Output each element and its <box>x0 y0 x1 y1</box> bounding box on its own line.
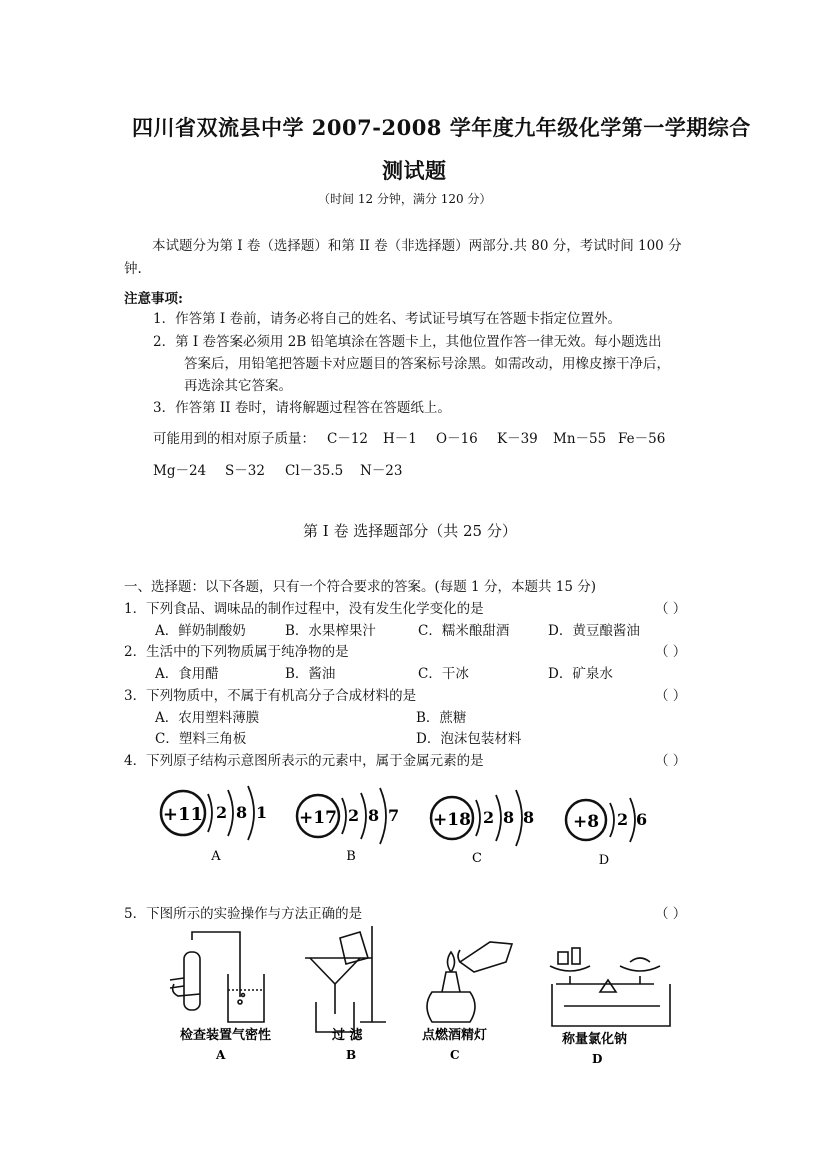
atom-diagram-b <box>297 788 399 864</box>
atom-a-shell-3: 1 <box>256 803 268 822</box>
atom-diagram-c <box>431 790 534 866</box>
atom-c-nucleus: +18 <box>433 810 471 830</box>
experiment-a-caption: 检查装置气密性 <box>180 1028 272 1043</box>
electron-shell-arc <box>342 798 346 834</box>
question-4-stem: 4．下列原子结构示意图所表示的元素中，属于金属元素的是 <box>124 753 484 769</box>
question-1-option-c: C．糯米酿甜酒 <box>418 623 510 639</box>
atomic-mass-fe: Fe－56 <box>618 431 666 447</box>
atomic-mass-label: 可能用到的相对原子质量： <box>153 431 315 447</box>
question-2-option-a: A．食用醋 <box>155 666 219 682</box>
atomic-mass-cl: Cl－35.5 <box>285 463 344 479</box>
experiment-b-caption: 过 滤 <box>332 1028 363 1043</box>
atomic-mass-mg: Mg－24 <box>153 463 207 479</box>
atomic-mass-mn: Mn－55 <box>553 431 607 447</box>
experiment-a-letter: A <box>216 1048 226 1062</box>
note-2c: 再选涂其它答案。 <box>184 378 292 394</box>
experiment-b-filtration-illustration <box>305 926 386 1032</box>
stand <box>360 926 386 1022</box>
question-2-option-d: D．矿泉水 <box>548 666 613 682</box>
hand <box>173 984 200 996</box>
finger <box>170 978 184 980</box>
note-2a: 2．第 I 卷答案必须用 2B 铅笔填涂在答题卡上，其他位置作答一律无效。每小题选出 <box>153 334 662 350</box>
beaker <box>228 974 264 1022</box>
pointer <box>600 980 616 992</box>
tilted-lamp <box>460 942 512 972</box>
atom-a-shell-2: 8 <box>236 803 248 822</box>
section-title: 第 Ⅰ 卷 选择题部分（共 25 分） <box>303 522 517 540</box>
bubble <box>238 1000 242 1004</box>
time-note: （时间 12 分钟，满分 120 分） <box>318 192 492 206</box>
atom-c-letter: C <box>472 851 482 866</box>
electron-shell-arc <box>228 790 233 836</box>
electron-shell-arc <box>516 790 522 846</box>
question-2-option-c: C．干冰 <box>418 666 469 682</box>
atom-c-shell-3: 8 <box>523 808 535 827</box>
experiment-d-caption: 称量氯化钠 <box>562 1032 628 1047</box>
weight <box>572 948 580 964</box>
atom-diagram-d <box>566 798 647 868</box>
question-1-option-b: B．水果榨果汁 <box>285 623 376 639</box>
part1-heading: 一、选择题：以下各题，只有一个符合要求的答案。(每题 1 分，本题共 15 分) <box>124 579 596 595</box>
balance-pan-right <box>620 966 660 971</box>
balance-base <box>552 984 670 1026</box>
atom-a-shell-1: 2 <box>216 803 228 822</box>
question-3-stem: 3．下列物质中，不属于有机高分子合成材料的是 <box>124 688 417 704</box>
atom-b-nucleus: +17 <box>299 808 337 828</box>
question-1-answer-blank: （ ） <box>655 601 687 617</box>
note-2b: 答案后，用铅笔把答题卡对应题目的答案标号涂黑。如需改动，用橡皮擦干净后， <box>184 356 670 372</box>
atom-b-shell-2: 8 <box>368 806 380 825</box>
electron-shell-arc <box>380 788 386 844</box>
atom-d-shell-1: 2 <box>617 810 629 829</box>
electron-shell-arc <box>208 794 212 832</box>
intro-line1: 本试题分为第 I 卷（选择题）和第 II 卷（非选择题）两部分.共 80 分，考试时间 100 分 <box>152 238 682 254</box>
flame <box>458 950 460 962</box>
question-5-stem: 5．下图所示的实验操作与方法正确的是 <box>124 906 363 922</box>
atom-diagram-a <box>161 786 267 864</box>
experiment-c-letter: C <box>450 1048 460 1062</box>
page-title-line1: 四川省双流县中学 2007-2008 学年度九年级化学第一学期综合 <box>132 115 751 140</box>
salt-pile <box>630 958 650 962</box>
atomic-mass-o: O－16 <box>436 431 478 447</box>
electron-shell-arc <box>476 800 480 836</box>
atom-c-shell-1: 2 <box>483 808 495 827</box>
atom-d-letter: D <box>598 853 610 868</box>
pouring-beaker <box>340 932 368 964</box>
question-1-stem: 1．下列食品、调味品的制作过程中，没有发生化学变化的是 <box>124 601 484 617</box>
intro-line2: 钟. <box>124 261 142 277</box>
question-3-option-a: A．农用塑料薄膜 <box>155 710 260 726</box>
note-3: 3．作答第 II 卷时，请将解题过程答在答题纸上。 <box>153 400 451 416</box>
atom-a-nucleus: +11 <box>162 804 204 825</box>
atom-c-shell-2: 8 <box>503 808 515 827</box>
atom-d-shell-2: 6 <box>636 810 648 829</box>
atom-b-letter: B <box>346 849 356 864</box>
atomic-mass-h: H－1 <box>383 431 417 447</box>
experiment-c-caption: 点燃酒精灯 <box>422 1028 488 1043</box>
question-3-option-b: B．蔗糖 <box>416 710 467 726</box>
bubble <box>242 994 245 997</box>
electron-shell-arc <box>496 795 501 841</box>
test-tube <box>184 952 200 1010</box>
alcohol-lamp-neck <box>442 972 460 992</box>
alcohol-lamp-lower <box>427 992 475 1022</box>
question-3-answer-blank: （ ） <box>655 688 687 704</box>
delivery-tube <box>192 932 240 997</box>
question-2-answer-blank: （ ） <box>655 644 687 660</box>
question-1-option-d: D．黄豆酿酱油 <box>548 623 640 639</box>
atom-b-shell-3: 7 <box>388 806 400 825</box>
atom-b-shell-1: 2 <box>348 806 360 825</box>
question-3-option-d: D．泡沫包装材料 <box>416 731 522 747</box>
electron-shell-arc <box>361 793 366 839</box>
question-3-option-c: C．塑料三角板 <box>155 731 247 747</box>
atomic-mass-n: N－23 <box>360 463 403 479</box>
finger <box>170 986 184 988</box>
atom-structure-diagrams <box>150 778 670 870</box>
pan-support <box>570 976 640 984</box>
atomic-mass-c: C－12 <box>327 431 369 447</box>
experiment-d-balance-illustration <box>550 948 670 1026</box>
atomic-mass-s: S－32 <box>225 463 265 479</box>
experiment-illustrations <box>160 922 680 1070</box>
balance-pan-left <box>550 966 590 971</box>
atom-a-letter: A <box>211 849 221 864</box>
question-5-answer-blank: （ ） <box>655 906 687 922</box>
experiment-c-alcohol-lamp-illustration <box>427 942 512 1022</box>
atomic-mass-k: K－39 <box>497 431 538 447</box>
experiment-d-letter: D <box>592 1052 603 1066</box>
weight <box>558 952 568 964</box>
question-4-answer-blank: （ ） <box>655 753 687 769</box>
experiment-b-letter: B <box>346 1048 357 1062</box>
notes-heading: 注意事项: <box>124 291 183 307</box>
electron-shell-arc <box>248 786 254 840</box>
electron-shell-arc <box>610 803 614 837</box>
question-1-option-a: A．鲜奶制酸奶 <box>155 623 246 639</box>
question-2-stem: 2．生活中的下列物质属于纯净物的是 <box>124 644 349 660</box>
note-1: 1．作答第 I 卷前，请务必将自己的姓名、考试证号填写在答题卡指定位置外。 <box>153 311 622 327</box>
experiment-a-airtightness-illustration <box>170 932 264 1022</box>
flame <box>448 952 455 972</box>
question-2-option-b: B．酱油 <box>285 666 336 682</box>
electron-shell-arc <box>630 798 635 842</box>
atom-d-nucleus: +8 <box>572 812 600 832</box>
page-title-line2: 测试题 <box>382 158 447 183</box>
